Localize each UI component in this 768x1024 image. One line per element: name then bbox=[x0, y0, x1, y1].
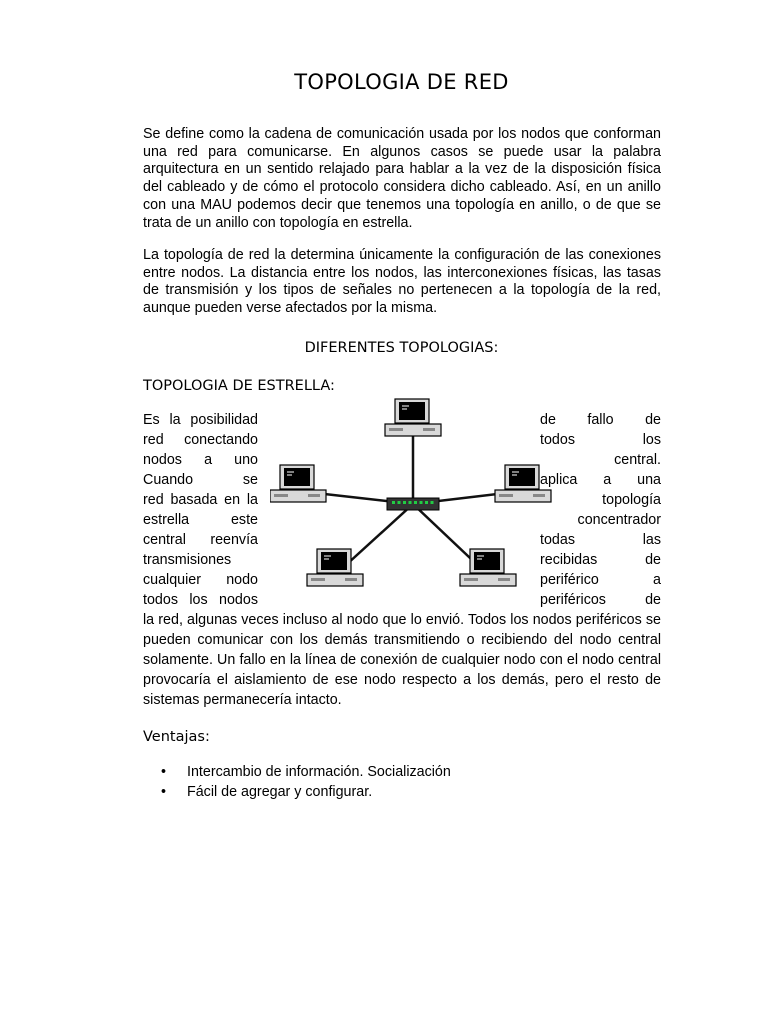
bullet-icon: • bbox=[161, 764, 167, 780]
network-hub-icon bbox=[387, 498, 439, 510]
wrap-word: periférico bbox=[540, 572, 599, 588]
section-subtitle: DIFERENTES TOPOLOGIAS: bbox=[304, 340, 499, 356]
wrap-word: de bbox=[645, 412, 661, 428]
wrap-word: nodo bbox=[226, 572, 258, 588]
left-wrap-line bbox=[143, 430, 258, 450]
wrap-word: los bbox=[189, 592, 208, 608]
computer-icon bbox=[495, 465, 551, 502]
right-wrap-line bbox=[540, 590, 661, 610]
wrap-word: red bbox=[143, 492, 164, 508]
left-wrap-line bbox=[143, 490, 258, 510]
advantage-item bbox=[143, 782, 451, 802]
wrap-word: todas bbox=[540, 532, 575, 548]
wrapped-text-left bbox=[143, 410, 258, 610]
wrap-word: periféricos bbox=[540, 592, 606, 608]
computer-icon bbox=[270, 465, 326, 502]
left-wrap-line bbox=[143, 450, 258, 470]
definition-paragraph: La topología de red la determina únicamente la configuración de las conexiones entre nodos. La distancia entre los nodos, las interconexiones físicas, las tasas de transmisión y los tipos de señales no pertenecen a la topología de la red, aunque pueden verse afectados por la misma. bbox=[143, 247, 661, 317]
wrap-word: de bbox=[645, 552, 661, 568]
page-title: TOPOLOGIA DE RED bbox=[294, 70, 509, 94]
wrap-word: red bbox=[143, 432, 164, 448]
left-wrap-line bbox=[143, 510, 258, 530]
wrap-word: aplica bbox=[540, 472, 578, 488]
left-wrap-line bbox=[143, 410, 258, 430]
wrap-word: todos bbox=[540, 432, 575, 448]
wrap-word: conectando bbox=[184, 432, 258, 448]
advantages-heading: Ventajas: bbox=[143, 729, 210, 745]
left-wrap-line bbox=[143, 550, 258, 570]
wrap-word: a bbox=[204, 452, 213, 468]
wrap-word: la bbox=[169, 412, 181, 428]
computer-icon bbox=[385, 399, 441, 436]
wrap-word: una bbox=[637, 472, 661, 488]
wrap-word: recibidas bbox=[540, 552, 598, 568]
wrap-word: Es bbox=[143, 412, 160, 428]
wrap-word: los bbox=[642, 432, 661, 448]
wrap-word: posibilidad bbox=[190, 412, 258, 428]
star-description-tail: la red, algunas veces incluso al nodo que lo envió. Todos los nodos periféricos se pueden comunicar con los demás transmitiendo o recibiendo del nodo central solamente. Un fallo en la línea de conexión de cualquier nodo con el nodo central provocaría el aislamiento de ese nodo respecto a los demás, pero el resto de sistemas permanecería intacto. bbox=[143, 612, 661, 708]
computer-icon bbox=[460, 549, 516, 586]
left-wrap-line bbox=[143, 530, 258, 550]
wrap-word: a bbox=[603, 472, 612, 488]
wrap-word: a bbox=[653, 572, 661, 588]
advantage-item bbox=[143, 762, 451, 782]
wrap-word: fallo bbox=[587, 412, 614, 428]
wrap-word: todos bbox=[143, 592, 178, 608]
star-topology-diagram bbox=[270, 395, 560, 590]
wrap-word: las bbox=[642, 532, 661, 548]
wrap-word: la bbox=[246, 492, 258, 508]
left-wrap-line bbox=[143, 470, 258, 490]
wrap-word: nodos bbox=[219, 592, 258, 608]
computer-icon bbox=[307, 549, 363, 586]
wrap-word: estrella bbox=[143, 512, 190, 528]
wrap-word: reenvía bbox=[210, 532, 258, 548]
wrap-word: uno bbox=[234, 452, 258, 468]
wrap-word: transmisiones bbox=[143, 552, 232, 568]
advantage-text: Intercambio de información. Socialización bbox=[187, 764, 451, 780]
wrap-word: cualquier bbox=[143, 572, 202, 588]
wrap-word: en bbox=[224, 492, 241, 508]
left-wrap-line bbox=[143, 570, 258, 590]
wrap-word: basada bbox=[170, 492, 218, 508]
wrap-word: nodos bbox=[143, 452, 182, 468]
wrap-word: Cuando bbox=[143, 472, 194, 488]
intro-paragraph: Se define como la cadena de comunicación usada por los nodos que conforman una red para comunicarse. En algunos casos se puede usar la palabra arquitectura en un sentido relajado para hablar a la vez de la disposición física del cableado y de cómo el protocolo considera dicho cableado. Así, en un anillo con una MAU podemos decir que tenemos una topología en anillo, o de que se trata de un anillo con topología en estrella. bbox=[143, 126, 661, 231]
wrap-word: central bbox=[143, 532, 186, 548]
wrap-word: este bbox=[230, 512, 258, 528]
star-topology-heading: TOPOLOGIA DE ESTRELLA: bbox=[143, 378, 335, 394]
wrap-word: central. bbox=[614, 452, 661, 468]
wrap-word: se bbox=[242, 472, 258, 488]
advantage-text: Fácil de agregar y configurar. bbox=[187, 784, 373, 800]
bullet-icon: • bbox=[161, 784, 167, 800]
advantages-list bbox=[143, 762, 451, 802]
left-wrap-line bbox=[143, 590, 258, 610]
wrap-word: concentrador bbox=[577, 512, 661, 528]
wrap-word: topología bbox=[602, 492, 661, 508]
wrap-word: de bbox=[645, 592, 661, 608]
wrap-word: de bbox=[540, 412, 556, 428]
